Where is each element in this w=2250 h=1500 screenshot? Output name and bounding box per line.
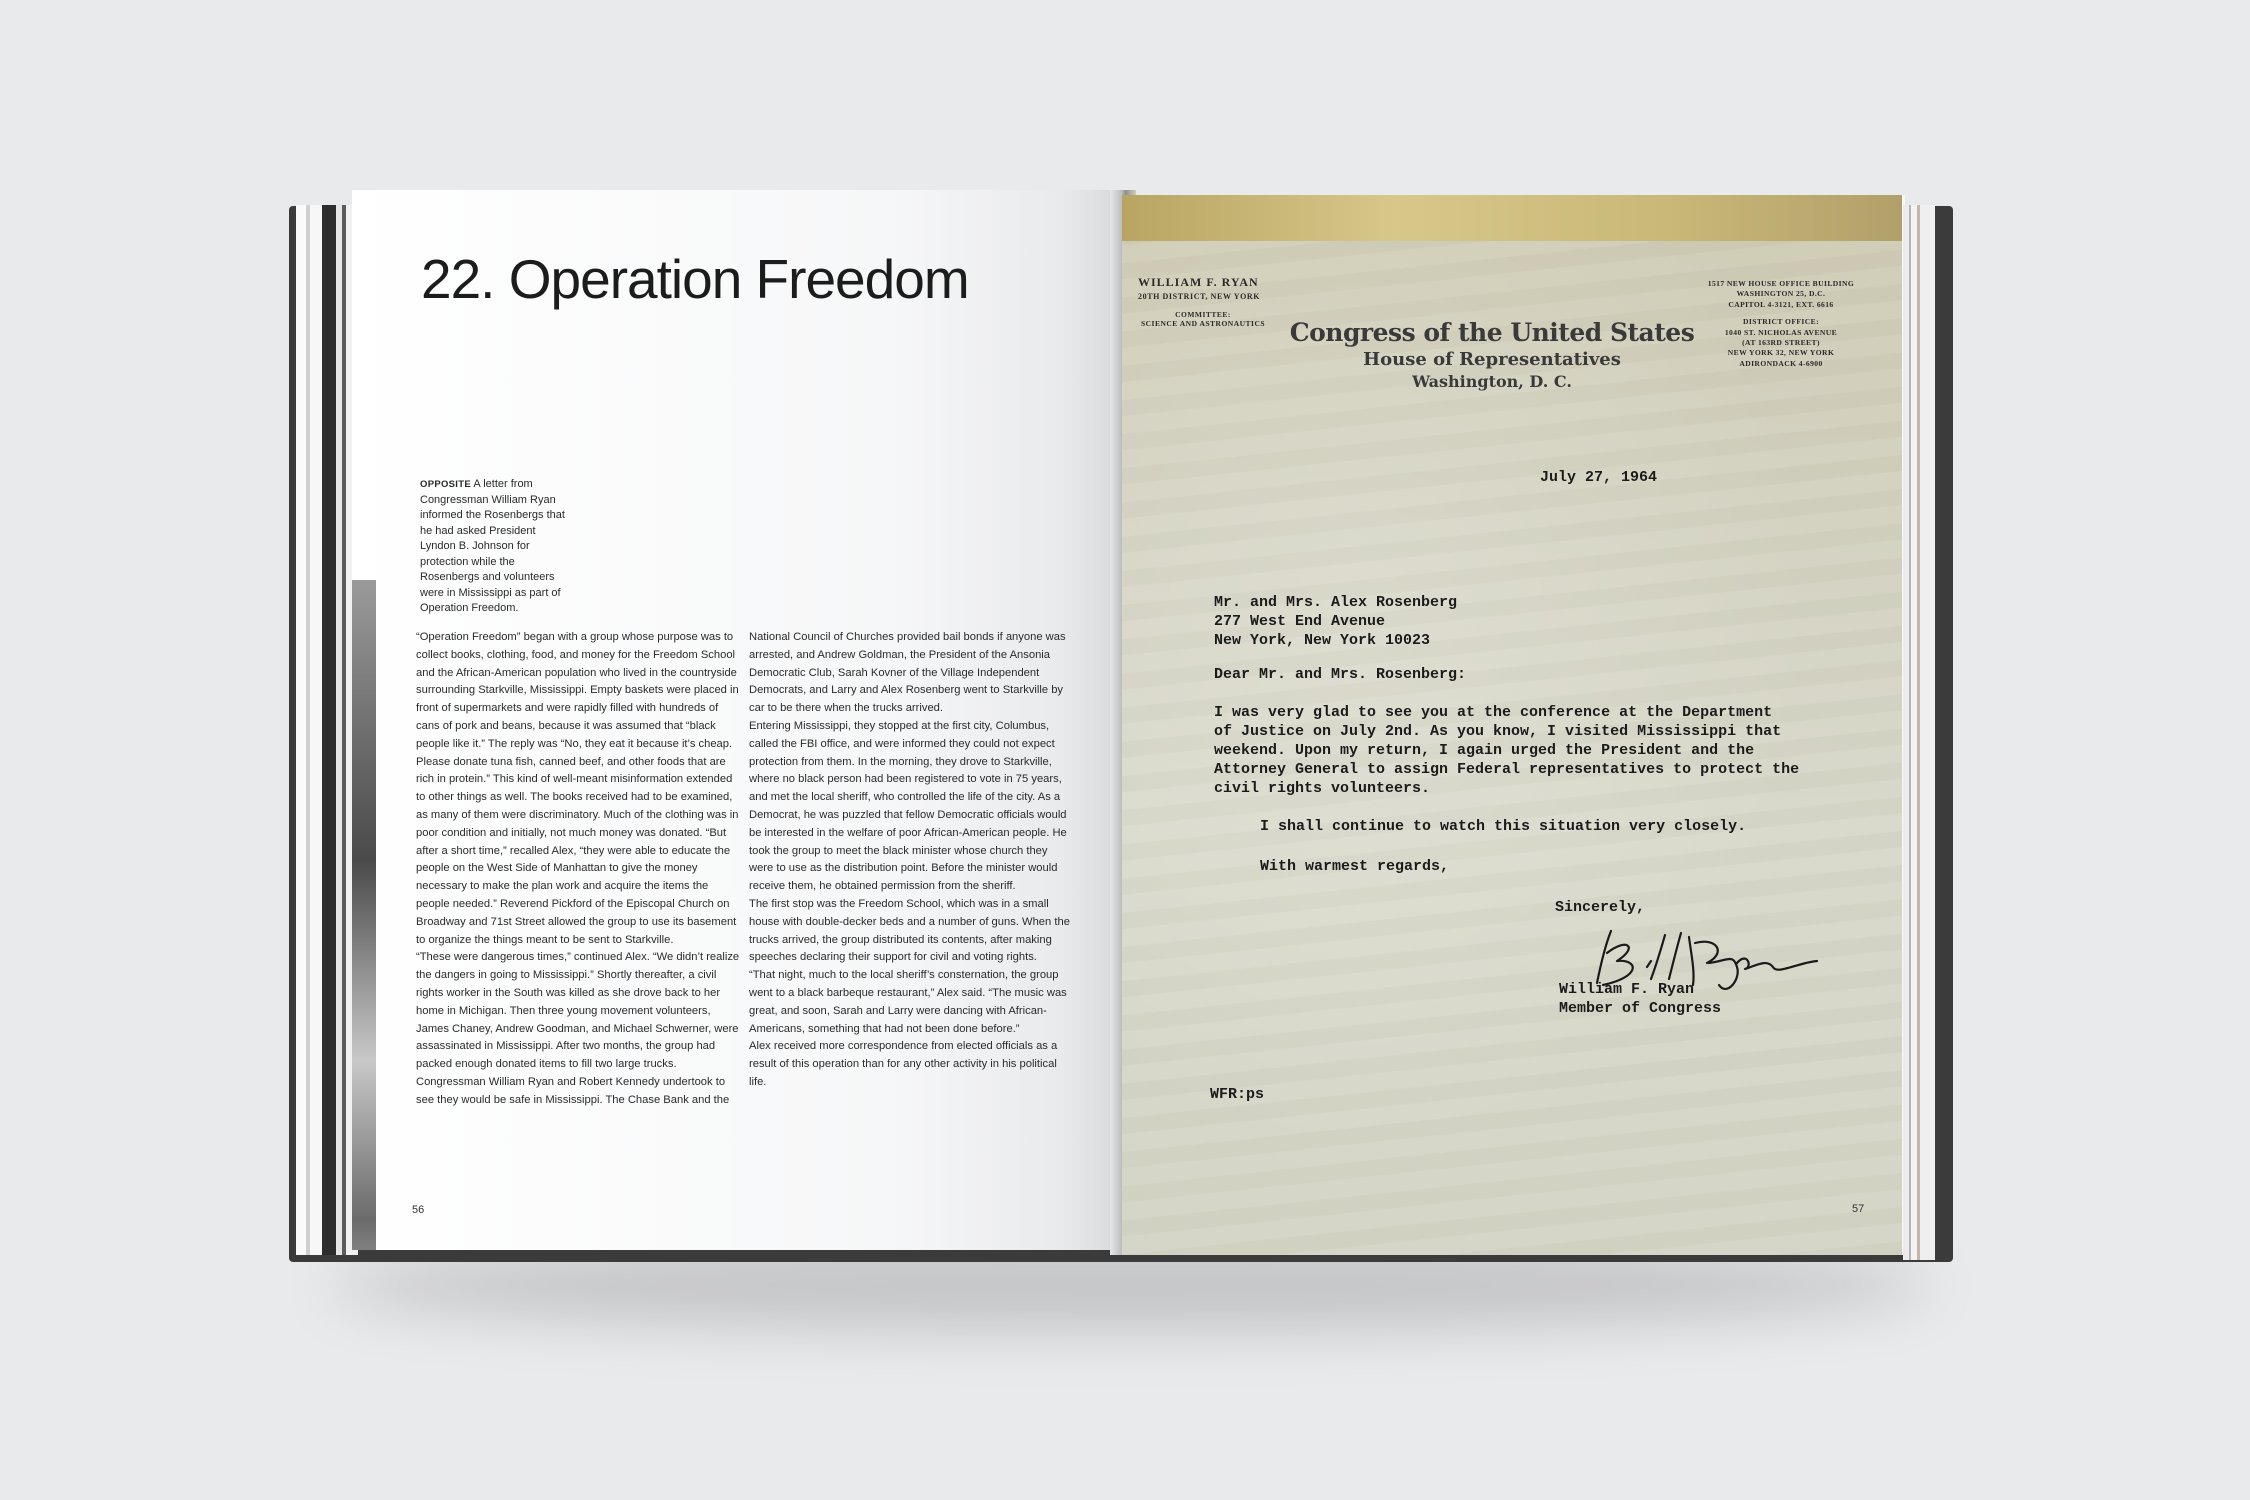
left-page-edges [296, 205, 358, 1255]
address-line: Mr. and Mrs. Alex Rosenberg [1214, 594, 1458, 611]
letter-regards: With warmest regards, [1260, 858, 1450, 875]
photo-edge-strip [352, 580, 376, 1250]
letter-salutation: Dear Mr. and Mrs. Rosenberg: [1214, 666, 1467, 683]
letterhead-left-block [1138, 275, 1268, 328]
typist-initials: WFR:ps [1210, 1086, 1265, 1103]
office-address-line: WASHINGTON 25, D.C. [1736, 289, 1826, 299]
body-paragraph: “That night, much to the local sheriff’s consternation, the group went to a black barbeque restaurant,” Alex said. “The music was great, and soon, Sarah and Larry were dancing with African-Americans, something that had not been done before.” [749, 969, 1067, 1035]
letter-paragraph-1: I was very glad to see you at the conference at the Department of Justice on July 2nd. As you know, I visited Mississippi that weekend. Upon my return, I again urged the President and the Attorney General to assign Federal representatives to protect the civil rights volunteers. [1214, 704, 1800, 797]
right-page [1122, 195, 1905, 1255]
letterhead-title-block [1282, 318, 1702, 391]
page-number-right: 57 [1852, 1203, 1865, 1215]
page-number-left: 56 [412, 1204, 425, 1216]
office-address-line: 1517 NEW HOUSE OFFICE BUILDING [1707, 279, 1855, 288]
letterhead-name: WILLIAM F. RYAN [1138, 275, 1259, 289]
photo-caption [420, 477, 570, 617]
body-column-1 [416, 629, 741, 1110]
right-page-edges [1903, 205, 1935, 1260]
district-address-line: (AT 163RD STREET) [1742, 338, 1820, 348]
letterhead-city: Washington, D. C. [1412, 372, 1572, 391]
body-paragraph: Alex received more correspondence from elected officials as a result of this operation than for any other activity in his political life. [749, 1040, 1058, 1088]
recipient-address [1214, 593, 1457, 650]
letterhead-right-block [1692, 279, 1870, 369]
letter-closing: Sincerely, [1555, 899, 1646, 916]
signer-block [1559, 980, 1721, 1018]
letter-date: July 27, 1964 [1540, 469, 1658, 486]
address-line: 277 West End Avenue [1214, 613, 1386, 630]
district-office-label: DISTRICT OFFICE: [1742, 317, 1820, 327]
chapter-title: 22. Operation Freedom [421, 248, 969, 310]
left-page [352, 190, 1124, 1250]
signer-name: William F. Ryan [1559, 981, 1695, 998]
letterhead-committee: SCIENCE AND ASTRONAUTICS [1140, 319, 1266, 328]
district-address-line: NEW YORK 32, NEW YORK [1727, 348, 1835, 358]
address-line: New York, New York 10023 [1214, 632, 1431, 649]
body-column-2 [749, 629, 1074, 1092]
district-phone: ADIRONDACK 4-6900 [1739, 358, 1823, 368]
letterhead-congress: Congress of the United States [1289, 318, 1695, 347]
body-paragraph: “Operation Freedom” began with a group whose purpose was to collect books, clothing, food, and money for the Freedom School and the African-American population who lived in the countryside surrounding Starkville, Mississippi. Empty baskets were placed in front of supermarkets and were rapidly filled with hundreds of cans of pork and beans, because it was assumed that “black people like it.” The reply was “No, they eat it because it’s cheap. Please donate tuna fish, canned beef, and other foods that are rich in protein.” This kind of well-meant misinformation extended to other things as well. The books received had to be examined, as many of them were discriminatory. Much of the clothing was in poor condition and initially, not much money was donated. “But after a short time,” recalled Alex, “they were able to educate the people on the West Side of Manhattan to give the money necessary to make the plan work and acquire the items the people needed.” Reverend Pickford of the Episcopal Church on Broadway and 71st Street allowed the group to use its basement to organize the things meant to be sent to Starkville. [416, 631, 739, 946]
body-paragraph: The first stop was the Freedom School, which was in a small house with double-decker beds and a number of guns. When the trucks arrived, the group distributed its contents, after making speeches declaring their support for civil and voting rights. [749, 897, 1070, 964]
letter-paragraph-2: I shall continue to watch this situation very closely. [1260, 818, 1747, 835]
letterhead-committee-label: COMMITTEE: [1175, 310, 1231, 319]
gold-page-band [1122, 195, 1902, 241]
body-paragraph: “These were dangerous times,” continued Alex. “We didn’t realize the dangers in going to Mississippi.” Shortly thereafter, a civil rights worker in the South was killed as she drove back to her home in Michigan. Then three young movement volunteers, James Chaney, Andrew Goodman, and Michael Schwerner, were assassinated in Mississippi. After two months, the group had packed enough donated items to fill two large trucks. Congressman William Ryan and Robert Kennedy undertook to see they would be safe in Mississippi. The Chase Bank and the [416, 951, 740, 1106]
letter-scan [1122, 195, 1902, 1255]
body-paragraph: National Council of Churches provided bail bonds if anyone was arrested, and Andrew Goldman, the President of the Ansonia Democratic Club, Sarah Kovner of the Village Independent Democrats, and Larry and Alex Rosenberg went to Starkville by car to be there when the trucks arrived. [749, 631, 1066, 715]
letterhead-district: 20TH DISTRICT, NEW YORK [1138, 292, 1261, 301]
office-phone: CAPITOL 4-3121, EXT. 6616 [1728, 299, 1834, 309]
body-paragraph: Entering Mississippi, they stopped at the first city, Columbus, called the FBI office, and were informed they could not expect protection from them. In the morning, they drove to Starkville, where no black person had been registered to vote in 75 years, and met the local sheriff, who controlled the life of the city. As a Democrat, he was puzzled that fellow Democratic officials would be interested in the welfare of poor African-American people. He took the group to meet the black minister whose church they were to use as the distribution point. Before the minister would receive them, he obtained permission from the sheriff. [749, 719, 1067, 893]
caption-text: A letter from Congressman William Ryan informed the Rosenbergs that he had asked President Lyndon B. Johnson for protection while the Rosenbergs and volunteers were in Mississippi as part of Operation Freedom. [420, 478, 565, 614]
signer-title: Member of Congress [1559, 1000, 1722, 1017]
district-address-line: 1040 ST. NICHOLAS AVENUE [1724, 327, 1838, 337]
letterhead-house: House of Representatives [1363, 349, 1621, 370]
caption-label: OPPOSITE [420, 479, 471, 490]
